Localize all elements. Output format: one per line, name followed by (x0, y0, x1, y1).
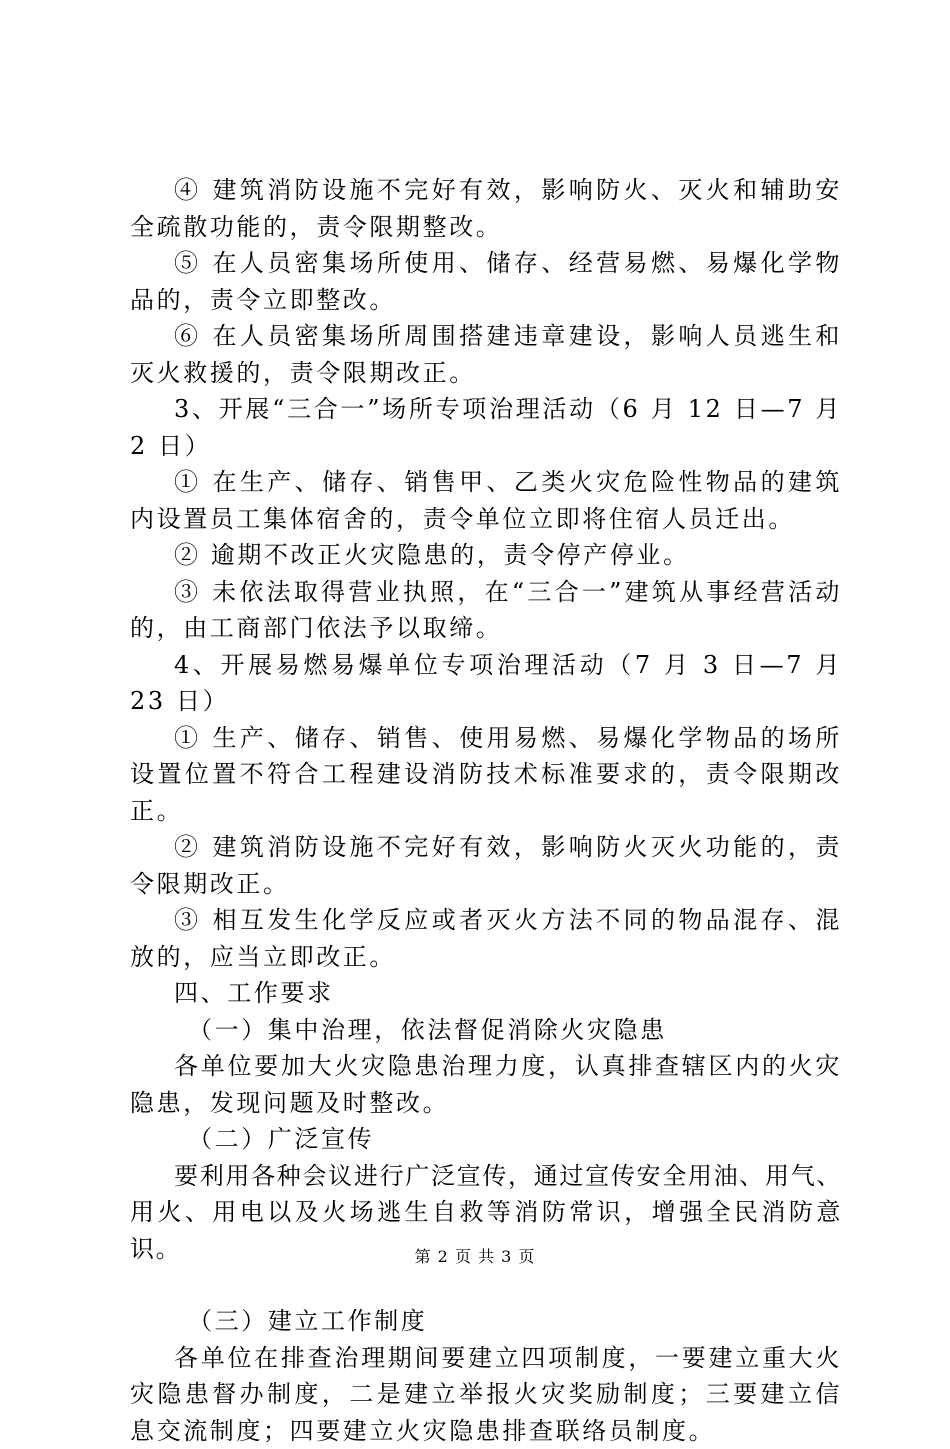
paragraph-body-2: 要利用各种会议进行广泛宣传，通过宣传安全用油、用气、用火、用电以及火场逃生自救等消防常识，增强全民消防意识。 (130, 1158, 842, 1268)
page-number-footer: 第 2 页 共 3 页 (0, 1244, 950, 1267)
paragraph-body-3: 各单位在排查治理期间要建立四项制度，一要建立重大火灾隐患督办制度，二是建立举报火灾奖励制度；三要建立信息交流制度；四要建立火灾隐患排查联络员制度。 (130, 1340, 842, 1449)
section-heading-4: 4、开展易燃易爆单位专项治理活动（7 月 3 日—7 月 23 日） (130, 647, 842, 720)
paragraph-item-1b: ① 生产、储存、销售、使用易燃、易爆化学物品的场所设置位置不符合工程建设消防技术标准要求的，责令限期改正。 (130, 720, 842, 830)
paragraph-item-1: ① 在生产、储存、销售甲、乙类火灾危险性物品的建筑内设置员工集体宿舍的，责令单位立即将住宿人员迁出。 (130, 464, 842, 537)
paragraph-item-5: ⑤ 在人员密集场所使用、储存、经营易燃、易爆化学物品的，责令立即整改。 (130, 245, 842, 318)
paragraph-item-3b: ③ 相互发生化学反应或者灭火方法不同的物品混存、混放的，应当立即改正。 (130, 902, 842, 975)
paragraph-item-2b: ② 建筑消防设施不完好有效，影响防火灭火功能的，责令限期改正。 (130, 829, 842, 902)
paragraph-item-2: ② 逾期不改正火灾隐患的，责令停产停业。 (130, 537, 842, 574)
paragraph-item-6: ⑥ 在人员密集场所周围搭建违章建设，影响人员逃生和灭火救援的，责令限期改正。 (130, 318, 842, 391)
paragraph-item-4: ④ 建筑消防设施不完好有效，影响防火、灭火和辅助安全疏散功能的，责令限期整改。 (130, 172, 842, 245)
section-heading-3: 3、开展“三合一”场所专项治理活动（6 月 12 日—7 月 2 日） (130, 391, 842, 464)
paragraph-body-1: 各单位要加大火灾隐患治理力度，认真排查辖区内的火灾隐患，发现问题及时整改。 (130, 1048, 842, 1121)
blank-line (130, 1267, 842, 1303)
subheading-1: （一）集中治理，依法督促消除火灾隐患 (130, 1012, 842, 1049)
section-heading-work-requirements: 四、工作要求 (130, 975, 842, 1012)
subheading-2: （二）广泛宣传 (130, 1121, 842, 1158)
paragraph-item-3: ③ 未依法取得营业执照，在“三合一”建筑从事经营活动的，由工商部门依法予以取缔。 (130, 574, 842, 647)
subheading-3: （三）建立工作制度 (130, 1303, 842, 1340)
